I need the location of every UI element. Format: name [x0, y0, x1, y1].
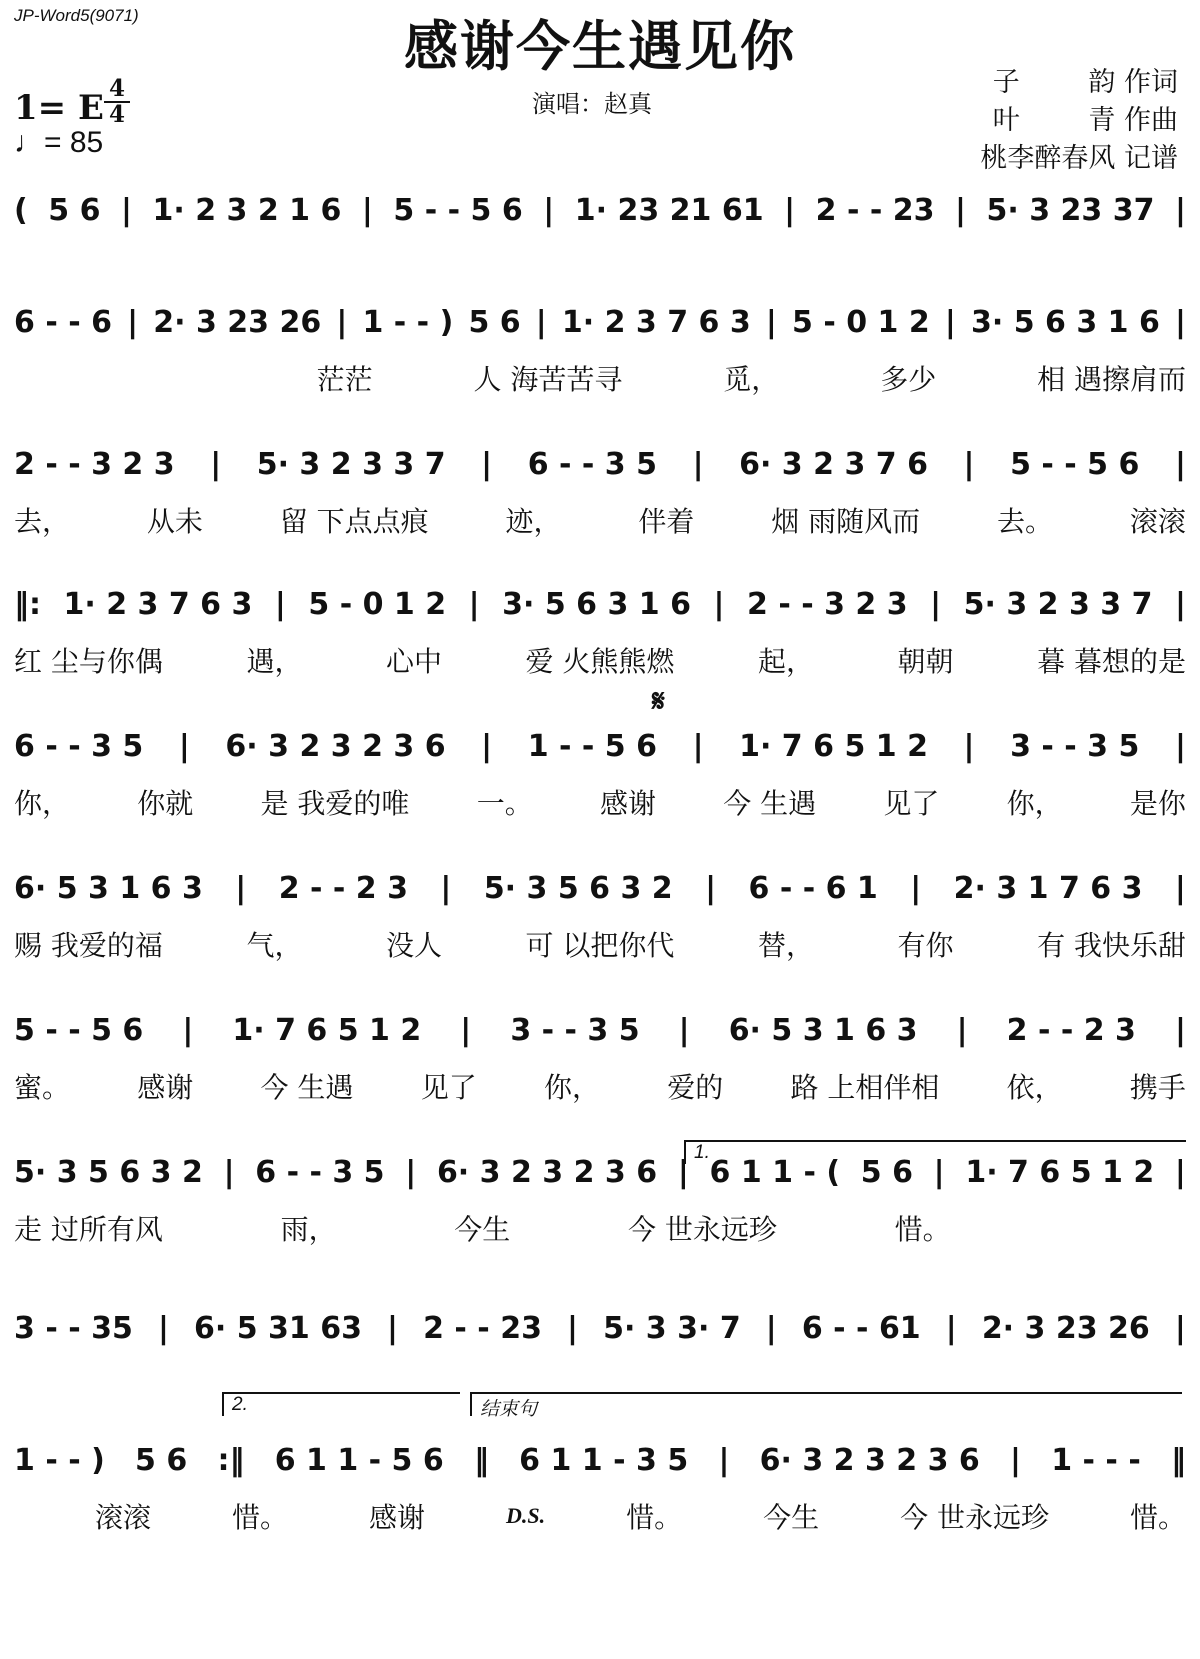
lyric-syllables: 惜。: [1129, 1501, 1186, 1534]
lyric-syllables: 惜。: [231, 1501, 288, 1534]
lyric-syllables: 今 生遇: [723, 787, 817, 820]
lyric-syllables: 今 世永远珍: [628, 1213, 777, 1246]
lyric-syllables: 赐 我爱的福: [14, 929, 163, 962]
lyric-syllables: 感谢: [137, 1071, 194, 1104]
note-group: 1· 7 6 5 1 2: [965, 1154, 1155, 1190]
note-group: 3 - - 3 5: [1010, 728, 1140, 764]
lyric-syllables: 有你: [897, 929, 954, 962]
note-group: 1 - - ): [14, 1442, 105, 1478]
barline: |: [1174, 728, 1186, 764]
barline: |: [481, 446, 493, 482]
barline: |: [963, 446, 975, 482]
note-group: 6· 3 2 3 2 3 6: [759, 1442, 980, 1478]
barline: |: [481, 728, 493, 764]
lyric-syllables: 留 下点点痕: [279, 505, 429, 538]
lyrics-line: [14, 638, 1186, 682]
barline: |: [460, 1012, 472, 1048]
barline: ‖:: [14, 586, 41, 622]
note-group: 3· 5 6 3 1 6: [971, 304, 1160, 340]
barline: |: [567, 1310, 578, 1346]
lyric-syllables: 茫茫: [316, 363, 373, 396]
note-group: 5 6: [860, 1154, 913, 1190]
lyric-syllables: 走 过所有风: [14, 1213, 163, 1246]
lyric-syllables: 替，: [757, 929, 814, 962]
lyric-syllables: 路 上相伴相: [790, 1071, 940, 1104]
barline: ‖: [473, 1442, 489, 1478]
note-group: 6· 3 2 3 7 6: [739, 446, 928, 482]
barline: |: [178, 728, 190, 764]
lyric-syllables: 烟 雨随风而: [771, 505, 921, 538]
lyric-syllables: 迹，: [505, 505, 562, 538]
lyric-syllables: 滚滚: [1129, 505, 1186, 538]
lyric-syllables: 爱的: [667, 1071, 724, 1104]
note-group: 6 1 1 - (: [709, 1154, 841, 1190]
lyric-syllables: 携手: [1129, 1071, 1186, 1104]
note-group: 5 - 0 1 2: [308, 586, 447, 622]
lyric-syllables: 今 生遇: [260, 1071, 354, 1104]
note-group: 5· 3 5 6 3 2: [14, 1154, 203, 1190]
barline: |: [274, 586, 286, 622]
barline: |: [361, 192, 373, 228]
note-group: 6· 3 2 3 2 3 6: [436, 1154, 658, 1190]
notes-line: [14, 856, 1186, 920]
note-group: 1· 2 3 2 1 6: [152, 192, 342, 228]
lyric-syllables: 去。: [997, 505, 1054, 538]
barline: |: [387, 1310, 399, 1346]
note-group: 5 - - 5 6: [14, 1012, 144, 1048]
lyric-syllables: 感谢: [368, 1501, 425, 1534]
note-group: 5· 3 23 37: [986, 192, 1155, 228]
note-group: 6 1 1 - 5 6: [274, 1442, 444, 1478]
lyric-syllables: 一。: [476, 787, 533, 820]
ending-1-label: 1.: [694, 1142, 710, 1163]
lyric-syllables: 是你: [1129, 787, 1186, 820]
lyric-syllables: 暮 暮想的是: [1037, 645, 1186, 678]
coda-bracket: [470, 1392, 1182, 1420]
lyric-syllables: 心中: [385, 645, 442, 678]
barline: |: [1174, 446, 1186, 482]
lyric-syllables: 蜜。: [14, 1071, 71, 1104]
barline: |: [440, 870, 452, 906]
note-group: 6 - - 3 5: [527, 446, 657, 482]
barline: |: [235, 870, 247, 906]
lyric-syllables: 你就: [137, 787, 194, 820]
barline: |: [956, 1012, 968, 1048]
lyric-syllables: 气，: [246, 929, 303, 962]
note-group: 5· 3 3· 7: [603, 1310, 741, 1346]
barline: |: [955, 192, 966, 228]
notes-line: [14, 290, 1186, 354]
note-group: 5· 3 2 3 3 7: [256, 446, 446, 482]
credits: [980, 64, 1178, 178]
source-label: JP-Word5(9071): [14, 6, 139, 25]
note-group: 6 - - 3 5: [14, 728, 144, 764]
note-group: 1· 2 3 7 6 3: [561, 304, 751, 340]
barline: |: [910, 870, 922, 906]
lyrics-line: [14, 356, 1186, 400]
note-group: 6· 3 2 3 2 3 6: [225, 728, 446, 764]
notes-line: [14, 572, 1186, 636]
note-group: 5 - - 5 6: [393, 192, 523, 228]
notes-line: [14, 432, 1186, 496]
ending-1-bracket: [684, 1140, 1186, 1164]
note-group: 5· 3 5 6 3 2: [483, 870, 673, 906]
barline: ‖: [1171, 1442, 1186, 1478]
time-bottom: 4: [108, 101, 125, 128]
note-group: 3· 5 6 3 1 6: [502, 586, 691, 622]
note-group: 5 6: [135, 1442, 188, 1478]
barline: |: [765, 304, 777, 340]
key-signature: 1= E: [14, 88, 104, 128]
note-group: 1 - - ): [362, 304, 454, 340]
barline: |: [718, 1442, 730, 1478]
lyric-syllables: 你，: [1006, 787, 1063, 820]
barline: |: [963, 728, 975, 764]
barline: |: [1175, 304, 1186, 340]
lyric-syllables: 多少: [880, 363, 937, 396]
tempo: ♩= 85: [14, 126, 104, 159]
note-group: 6· 5 31 63: [193, 1310, 362, 1346]
barline: |: [182, 1012, 194, 1048]
note-group: 6 - - 6: [14, 304, 112, 340]
note-group: 5 6: [468, 304, 521, 340]
notes-line: [14, 178, 1186, 242]
barline: |: [405, 1154, 417, 1190]
lyrics-line: [14, 922, 1186, 966]
lyric-syllables: 红 尘与你偶: [14, 645, 163, 678]
lyric-syllables: 朝朝: [897, 645, 954, 678]
lyric-syllables: 是 我爱的唯: [260, 787, 410, 820]
barline: :‖: [217, 1442, 245, 1478]
note-group: 6 - - 6 1: [748, 870, 878, 906]
lyricist: 子 韵 作词: [992, 67, 1178, 98]
lyric-syllables: 你，: [14, 787, 71, 820]
barline: |: [1010, 1442, 1021, 1478]
barline: |: [678, 1012, 690, 1048]
barline: |: [1174, 870, 1186, 906]
lyric-syllables: 感谢: [599, 787, 656, 820]
lyric-syllables: 没人: [385, 929, 442, 962]
barline: |: [1174, 1012, 1186, 1048]
lyrics-line: [14, 780, 1186, 824]
note-group: 1· 7 6 5 1 2: [739, 728, 928, 764]
ending-2-label: 2.: [232, 1394, 248, 1415]
barline: |: [692, 446, 704, 482]
note-group: 3 - - 3 5: [510, 1012, 640, 1048]
note-group: 3 - - 35: [14, 1310, 133, 1346]
lyric-syllables: 见了: [883, 787, 940, 820]
note-group: 5 - - 5 6: [1010, 446, 1140, 482]
barline: |: [705, 870, 717, 906]
barline: |: [535, 304, 547, 340]
lyric-syllables: 见了: [420, 1071, 477, 1104]
note-group: 1· 23 21 61: [574, 192, 764, 228]
note-group: 5 - 0 1 2: [792, 304, 930, 340]
notes-line: [14, 998, 1186, 1062]
lyric-syllables: 雨，: [280, 1213, 337, 1246]
lyric-syllables: 今生: [454, 1213, 511, 1246]
segno-sign: 𝄋: [652, 684, 665, 719]
note-group: 2 - - 2 3: [278, 870, 408, 906]
note-group: 6 - - 3 5: [255, 1154, 385, 1190]
barline: |: [468, 586, 480, 622]
barline: |: [336, 304, 348, 340]
time-top: 4: [108, 75, 125, 102]
note-group: 6 - - 61: [801, 1310, 921, 1346]
lyric-syllables: 今 世永远珍: [900, 1501, 1049, 1534]
note-group: 1 - - 5 6: [527, 728, 657, 764]
lyric-syllables: 遇，: [246, 645, 303, 678]
barline: |: [784, 192, 796, 228]
lyric-syllables: 起，: [757, 645, 814, 678]
lyrics-line: [14, 1206, 1186, 1250]
note-group: 2 - - 3 2 3: [747, 586, 908, 622]
note-group: 2 - - 23: [423, 1310, 542, 1346]
note-group: 2 - - 23: [815, 192, 935, 228]
barline: |: [765, 1310, 777, 1346]
barline: |: [223, 1154, 235, 1190]
lyric-syllables: 去，: [14, 505, 71, 538]
transcriber: 桃李醉春风 记谱: [980, 143, 1178, 174]
note-group: 5· 3 2 3 3 7: [963, 586, 1153, 622]
barline: |: [692, 728, 704, 764]
lyric-syllables: 惜。: [626, 1501, 683, 1534]
barline: |: [944, 304, 956, 340]
barline: |: [543, 192, 555, 228]
composer: 叶 青 作曲: [992, 105, 1178, 136]
notes-line: [14, 1428, 1186, 1492]
ds-mark: D.S.: [505, 1503, 546, 1528]
notes-line: [14, 714, 1186, 778]
lyrics-line: [14, 1494, 1186, 1538]
barline: |: [120, 192, 132, 228]
note-group: (: [14, 192, 28, 228]
barline: |: [1175, 586, 1186, 622]
note-group: 1· 7 6 5 1 2: [232, 1012, 422, 1048]
note-group: 5 6: [48, 192, 101, 228]
note-group: 2 - - 2 3: [1006, 1012, 1136, 1048]
barline: |: [945, 1310, 957, 1346]
barline: |: [677, 1154, 689, 1190]
lyric-syllables: 可 以把你代: [525, 929, 675, 962]
lyric-syllables: 伴着: [638, 505, 695, 538]
note-group: 2· 3 23 26: [981, 1310, 1150, 1346]
barline: |: [157, 1310, 169, 1346]
ending-2-bracket: [222, 1392, 460, 1416]
barline: |: [127, 304, 139, 340]
barline: |: [210, 446, 222, 482]
barline: |: [933, 1154, 945, 1190]
note-group: 2· 3 1 7 6 3: [953, 870, 1143, 906]
note-group: 6· 5 3 1 6 3: [14, 870, 203, 906]
lyric-syllables: 你，: [543, 1071, 600, 1104]
lyric-syllables: 惜。: [894, 1213, 951, 1246]
barline: |: [1174, 1310, 1186, 1346]
barline: |: [930, 586, 942, 622]
note-group: 6 1 1 - 3 5: [519, 1442, 689, 1478]
lyric-syllables: 今生: [763, 1501, 820, 1534]
barline: |: [1174, 1154, 1186, 1190]
note-group: 2· 3 23 26: [153, 304, 322, 340]
lyric-syllables: 有 我快乐甜: [1037, 929, 1186, 962]
coda-label: 结束句: [480, 1399, 538, 1420]
lyrics-line: [14, 498, 1186, 542]
lyric-syllables: 爱 火熊熊燃: [525, 645, 675, 678]
song-title: 感谢今生遇见你: [404, 14, 796, 78]
lyric-syllables: 觅，: [723, 363, 780, 396]
note-group: 2 - - 3 2 3: [14, 446, 175, 482]
time-signature: [104, 75, 130, 128]
lyric-syllables: 从未: [146, 505, 203, 538]
note-group: 1· 2 3 7 6 3: [63, 586, 253, 622]
singer: 演唱：赵真: [532, 90, 652, 118]
note-group: 6· 5 3 1 6 3: [728, 1012, 918, 1048]
barline: |: [713, 586, 725, 622]
lyric-syllables: 依，: [1006, 1071, 1063, 1104]
notes-line: [14, 1296, 1186, 1360]
note-group: 1 - - -: [1051, 1442, 1141, 1478]
lyric-syllables: 相 遇擦肩而: [1037, 363, 1186, 396]
lyric-syllables: 滚滚: [94, 1501, 151, 1534]
lyrics-line: [14, 1064, 1186, 1108]
lyric-syllables: 人 海苦苦寻: [473, 363, 623, 396]
barline: |: [1175, 192, 1186, 228]
